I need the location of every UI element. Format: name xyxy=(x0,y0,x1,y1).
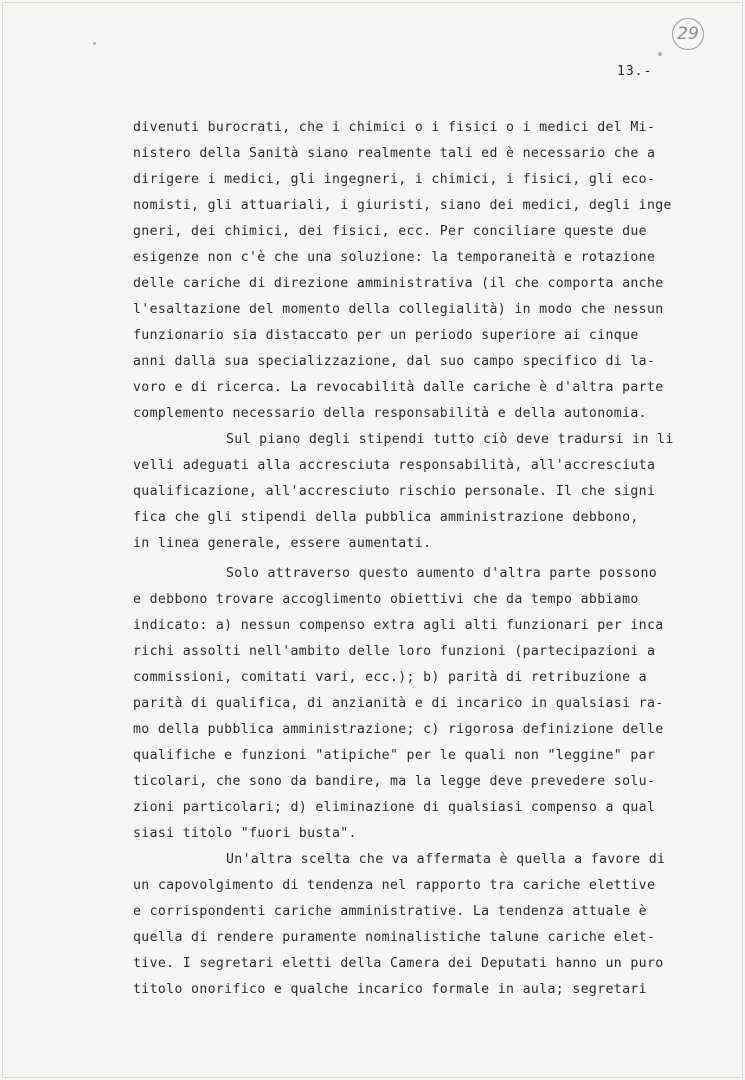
text-line: parità di qualifica, di anzianità e di incarico in qualsiasi ra- xyxy=(133,696,664,711)
text-line: e debbono trovare accoglimento obiettivi che da tempo abbiamo xyxy=(133,592,639,607)
text-line: gneri, dei chimici, dei fisici, ecc. Per conciliare queste due xyxy=(133,224,647,239)
text-line: complemento necessario della responsabilità e della autonomia. xyxy=(133,406,647,421)
text-line: nistero della Sanità siano realmente tali ed è necessario che a xyxy=(133,146,656,161)
text-line: dirigere i medici, gli ingegneri, i chimici, i fisici, gli eco- xyxy=(133,172,656,187)
text-line: anni dalla sua specializzazione, dal suo campo specifico di la- xyxy=(133,354,656,369)
text-line: siasi titolo "fuori busta". xyxy=(133,826,357,841)
text-line: voro e di ricerca. La revocabilità dalle cariche è d'altra parte xyxy=(133,380,664,395)
text-line: in linea generale, essere aumentati. xyxy=(133,536,432,551)
text-line: Solo attraverso questo aumento d'altra parte possono xyxy=(226,566,658,581)
archive-page-number: 29 xyxy=(672,18,704,50)
text-line: esigenze non c'è che una soluzione: la temporaneità e rotazione xyxy=(133,250,656,265)
text-line: qualifiche e funzioni "atipiche" per le quali non "leggine" par xyxy=(133,748,656,763)
text-line: velli adeguati alla accresciuta responsabilità, all'accresciuta xyxy=(133,458,656,473)
scan-speck xyxy=(93,42,96,45)
text-line: quella di rendere puramente nominalistiche talune cariche elet- xyxy=(133,930,656,945)
text-line: Un'altra scelta che va affermata è quella a favore di xyxy=(226,852,666,867)
text-line: l'esaltazione del momento della collegialità) in modo che nessun xyxy=(133,302,664,317)
text-line: nomisti, gli attuariali, i giuristi, siano dei medici, degli inge xyxy=(133,198,672,213)
text-line: Sul piano degli stipendi tutto ciò deve tradursi in li xyxy=(226,432,674,447)
text-line: titolo onorifico e qualche incarico formale in aula; segretari xyxy=(133,982,647,997)
text-line: indicato: a) nessun compenso extra agli alti funzionari per inca xyxy=(133,618,664,633)
text-line: un capovolgimento di tendenza nel rapporto tra cariche elettive xyxy=(133,878,656,893)
text-line: e corrispondenti cariche amministrative. La tendenza attuale è xyxy=(133,904,647,919)
text-line: ticolari, che sono da bandire, ma la legge deve prevedere solu- xyxy=(133,774,656,789)
text-line: qualificazione, all'accresciuto rischio personale. Il che signi xyxy=(133,484,656,499)
text-line: mo della pubblica amministrazione; c) rigorosa definizione delle xyxy=(133,722,664,737)
text-line: tive. I segretari eletti della Camera dei Deputati hanno un puro xyxy=(133,956,664,971)
scan-speck xyxy=(658,52,662,56)
text-line: funzionario sia distaccato per un periodo superiore ai cinque xyxy=(133,328,639,343)
text-line: commissioni, comitati vari, ecc.); b) parità di retribuzione a xyxy=(133,670,647,685)
page-number: 13.- xyxy=(617,64,653,79)
text-line: fica che gli stipendi della pubblica amministrazione debbono, xyxy=(133,510,639,525)
text-line: delle cariche di direzione amministrativa (il che comporta anche xyxy=(133,276,664,291)
text-line: zioni particolari; d) eliminazione di qualsiasi compenso a qual xyxy=(133,800,656,815)
text-line: richi assolti nell'ambito delle loro funzioni (partecipazioni a xyxy=(133,644,656,659)
text-line: divenuti burocrati, che i chimici o i fisici o i medici del Mi- xyxy=(133,120,656,135)
